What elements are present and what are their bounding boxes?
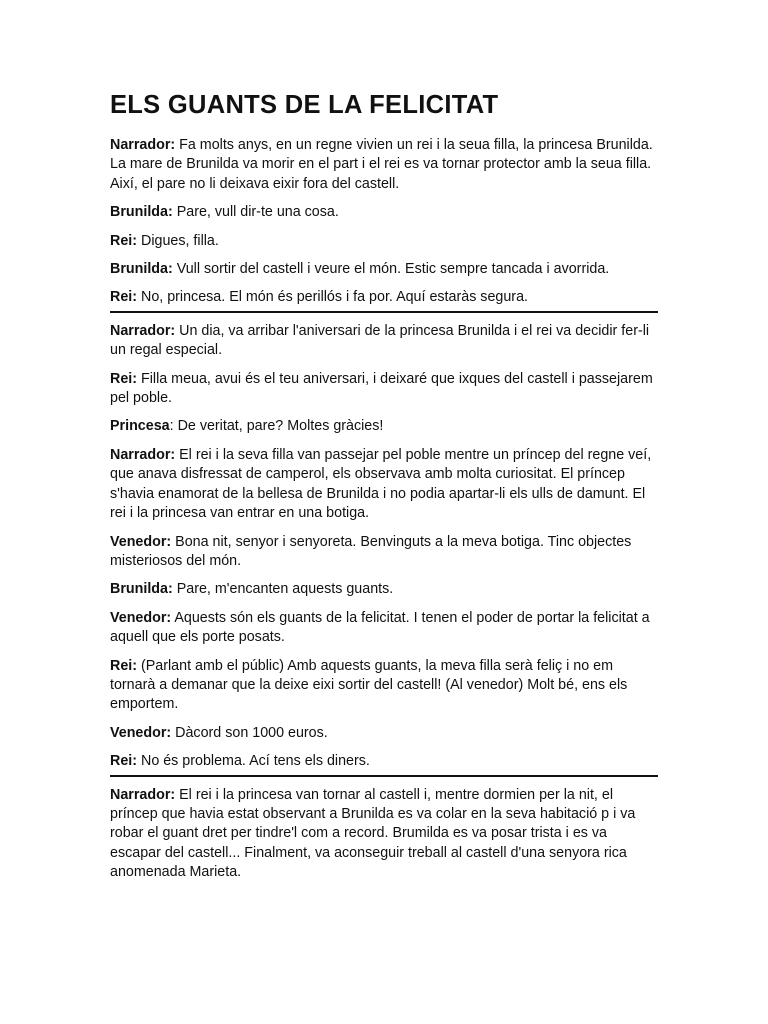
speaker-name: Venedor: (110, 533, 172, 550)
speaker-name: Rei: (110, 753, 138, 770)
dialogue-line (110, 724, 658, 743)
speaker-name: Brunilda: (110, 581, 173, 598)
dialogue-text: Fa molts anys, en un regne vivien un rei i la seua filla, la princesa Brunilda. La mare de Brunilda va morir en el part i el rei es va tornar protector amb la seua filla. Així, el pare no li deixava eixir fora del castell. (110, 137, 653, 192)
dialogue-line (110, 752, 658, 771)
scene-1 (110, 136, 658, 308)
scene-3 (110, 786, 658, 883)
scene-divider (110, 775, 658, 777)
dialogue-line (110, 370, 658, 409)
speaker-name: Narrador: (110, 786, 176, 803)
dialogue-text: Pare, m'encanten aquests guants. (172, 581, 394, 598)
dialogue-text: No és problema. Ací tens els diners. (137, 753, 370, 770)
speaker-name: Brunilda: (110, 261, 173, 278)
dialogue-line (110, 260, 658, 279)
dialogue-line (110, 288, 658, 307)
speaker-name: Narrador: (110, 137, 176, 153)
dialogue-text: Aquests són els guants de la felicitat. I tenen el poder de portar la felicitat a aquell que els porte posats. (110, 609, 650, 646)
document-page (110, 88, 658, 892)
speaker-name: Venedor: (110, 724, 172, 741)
dialogue-text: Vull sortir del castell i veure el món. Estic sempre tancada i avorrida. (172, 261, 610, 278)
speaker-name: Brunilda: (110, 204, 173, 221)
dialogue-text: El rei i la princesa van tornar al castell i, mentre dormien per la nit, el príncep que havia estat observant a Brunilda es va colar en la seva habitació p i va robar el guant dret per tindre'l com a record. Brumilda es va posar trista i es va escapar del castell... Finalment, va aconseguir treball al castell d'una senyora rica anomenada Marieta. (110, 786, 636, 881)
scene-divider (110, 311, 658, 313)
speaker-name: Rei: (110, 232, 138, 249)
dialogue-line (110, 136, 658, 194)
document-title: ELS GUANTS DE LA FELICITAT (110, 91, 499, 119)
dialogue-text: Pare, vull dir-te una cosa. (172, 204, 339, 221)
speaker-name: Rei: (110, 657, 138, 674)
dialogue-text: El rei i la seva filla van passejar pel poble mentre un príncep del regne veí, que anava disfressat de camperol, els observava amb molta curiositat. El príncep s'havia enamorat de la bellesa de Brunilda i no podia apartar-li els ulls de damunt. El rei i la princesa van entrar en una botiga. (110, 446, 652, 522)
dialogue-text: Digues, filla. (137, 232, 219, 249)
scene-2 (110, 322, 658, 772)
dialogue-line (110, 786, 658, 883)
speaker-name: Princesa (110, 418, 170, 435)
dialogue-text: Bona nit, senyor i senyoreta. Benvinguts a la meva botiga. Tinc objectes misteriosos del món. (110, 533, 632, 569)
dialogue-line (110, 580, 658, 599)
dialogue-text: Dàcord son 1000 euros. (171, 724, 328, 741)
speaker-name: Narrador: (110, 446, 176, 463)
dialogue-line (110, 446, 658, 524)
dialogue-line (110, 232, 658, 251)
dialogue-text: (Parlant amb el públic) Amb aquests guants, la meva filla serà feliç i no em tornarà a demanar que la deixe eixi sortir del castell! (Al venedor) Molt bé, ens els emportem. (110, 657, 628, 713)
dialogue-text: Filla meua, avui és el teu aniversari, i deixaré que ixques del castell i passejarem pel poble. (110, 370, 653, 407)
speaker-name: Rei: (110, 370, 138, 387)
dialogue-text: Un dia, va arribar l'aniversari de la princesa Brunilda i el rei va decidir fer-li un regal especial. (110, 322, 650, 359)
dialogue-line (110, 322, 658, 361)
dialogue-line (110, 203, 658, 222)
dialogue-text: : De veritat, pare? Moltes gràcies! (169, 418, 384, 435)
speaker-name: Narrador: (110, 322, 176, 339)
dialogue-line (110, 609, 658, 648)
speaker-name: Venedor: (110, 609, 172, 626)
dialogue-line (110, 533, 658, 572)
dialogue-text: No, princesa. El món és perillós i fa por. Aquí estaràs segura. (137, 289, 528, 306)
dialogue-line (110, 657, 658, 715)
dialogue-line (110, 417, 658, 436)
speaker-name: Rei: (110, 289, 138, 306)
